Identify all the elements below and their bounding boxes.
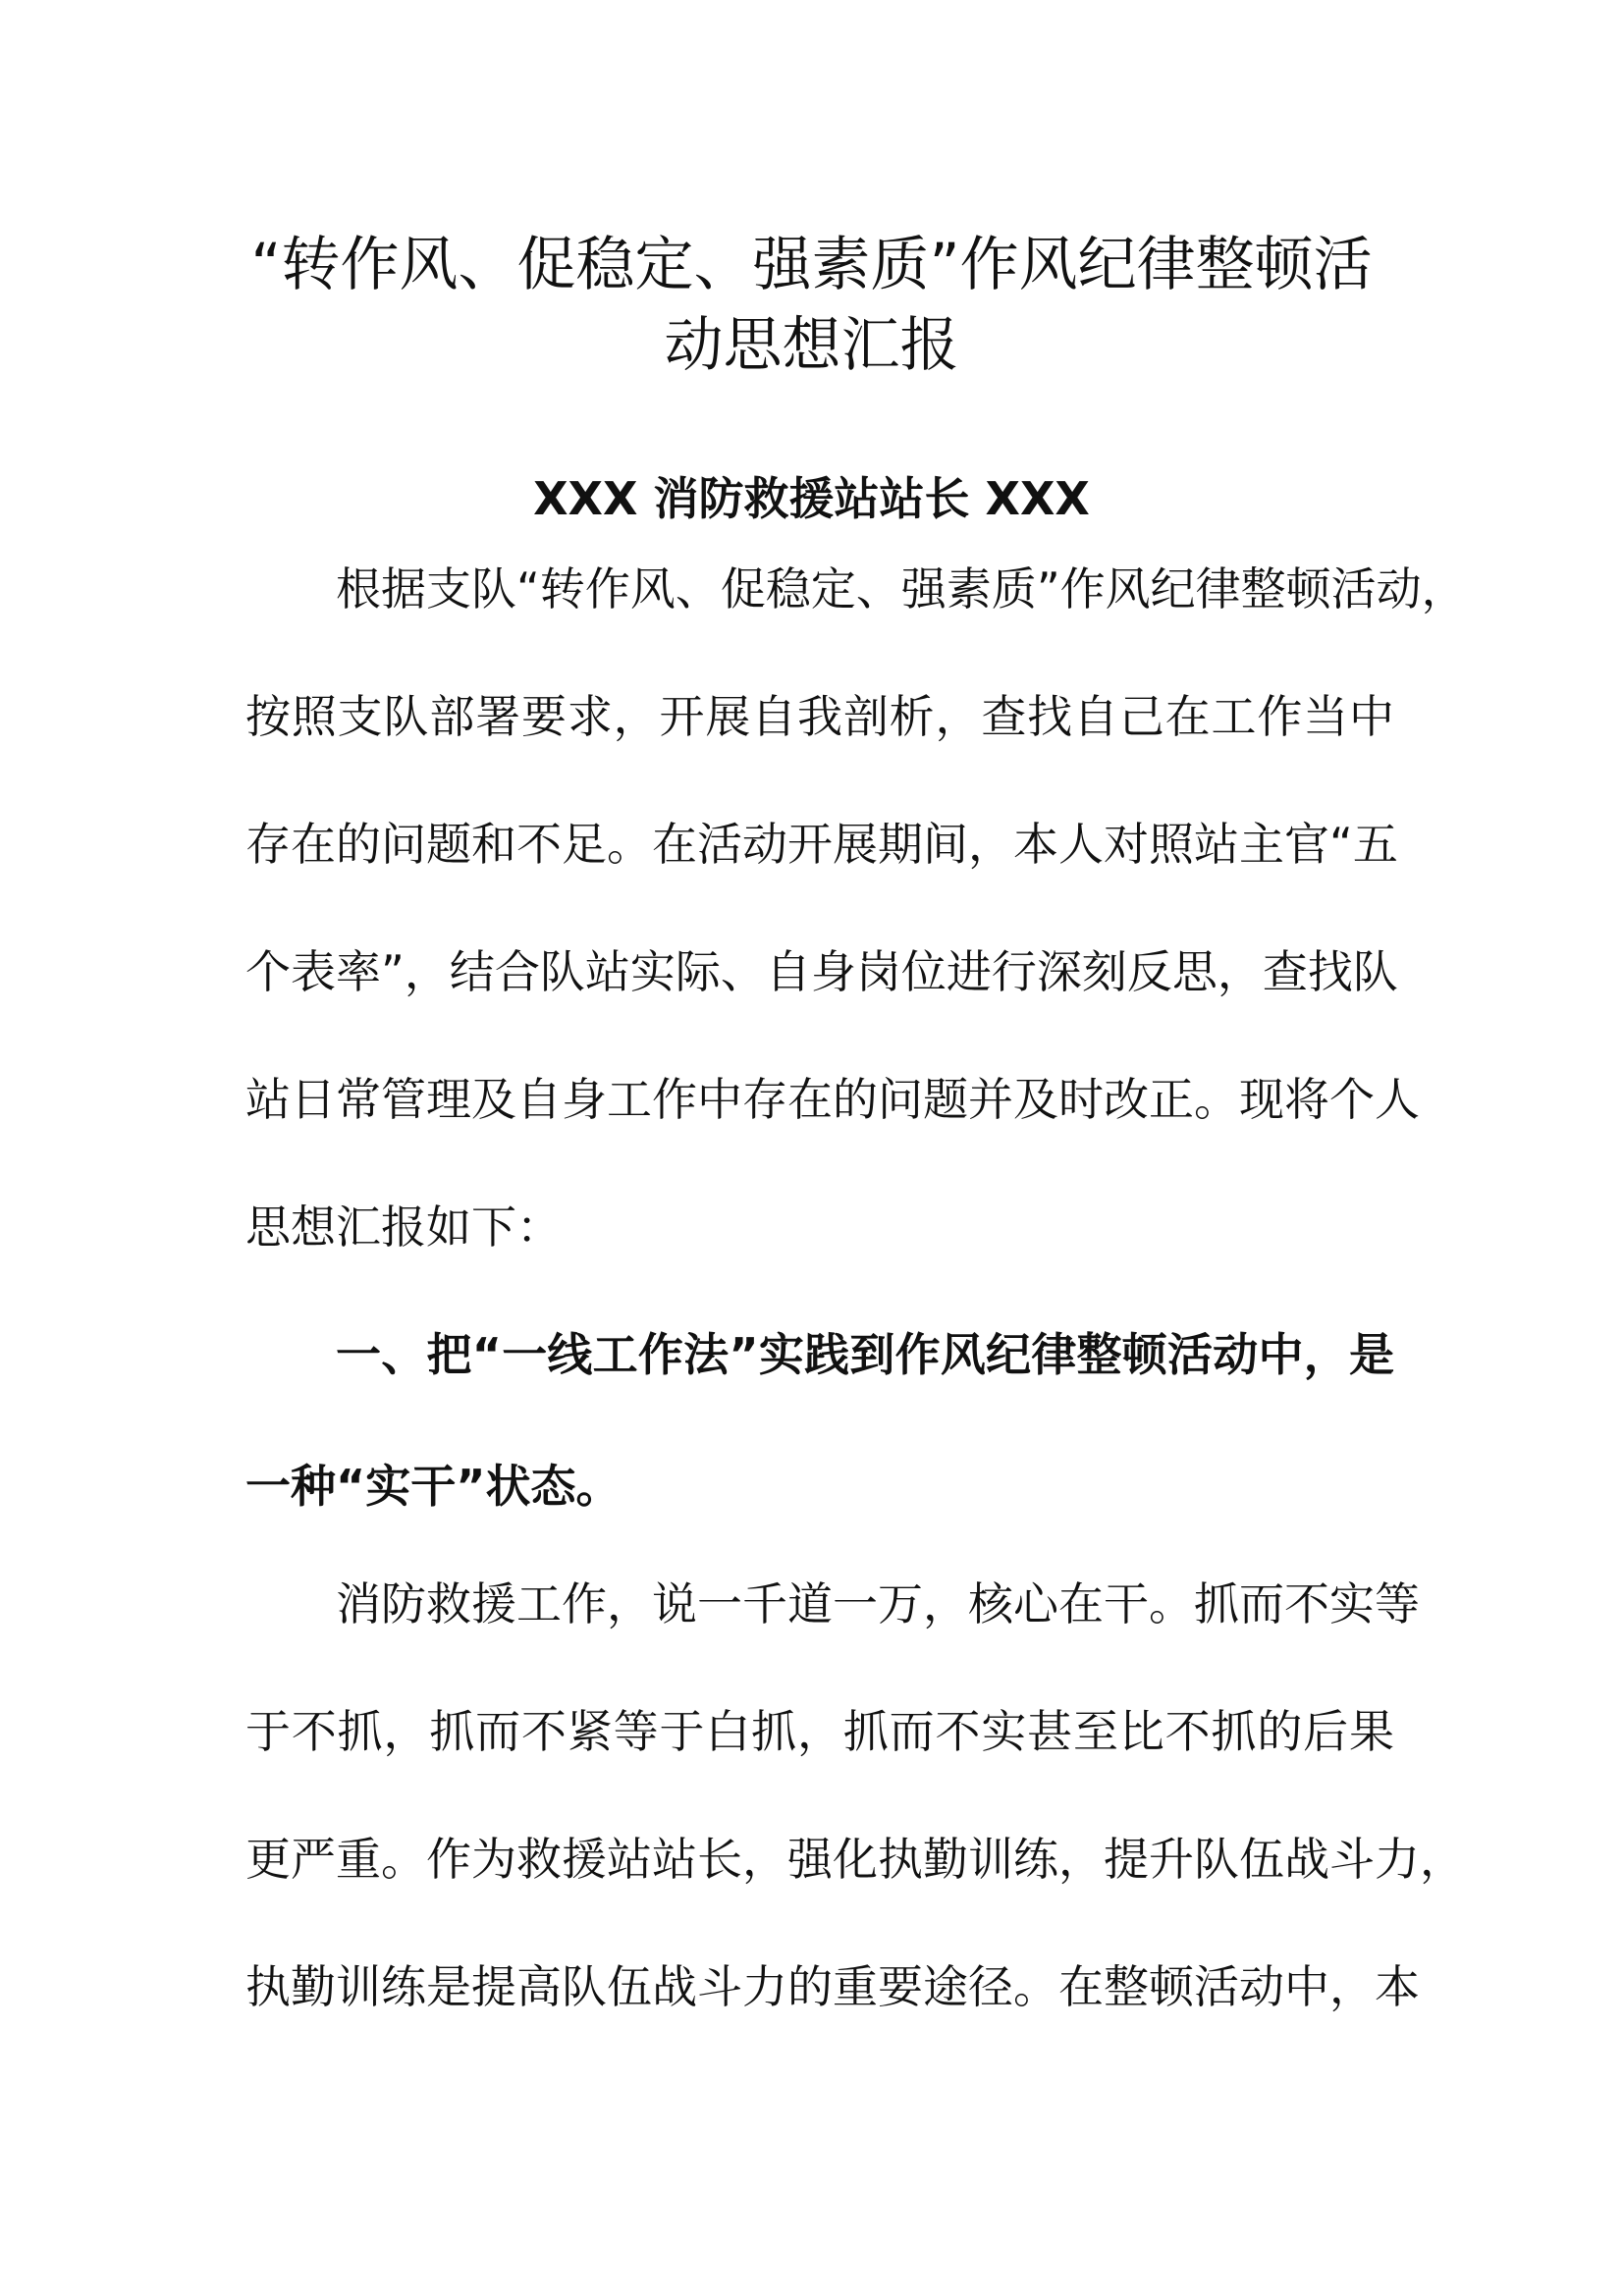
- section-heading-1-line-2: 一种“实干”状态。: [245, 1460, 622, 1513]
- paragraph-2-line-4: 执勤训练是提高队伍战斗力的重要途径。在整顿活动中，本: [245, 1960, 1420, 2013]
- paragraph-1-line-5: 站日常管理及自身工作中存在的问题并及时改正。现将个人: [245, 1073, 1420, 1126]
- paragraph-1-line-2: 按照支队部署要求，开展自我剖析，查找自己在工作当中: [245, 690, 1394, 743]
- document-title-line-1: “转作风、促稳定、强素质”作风纪律整顿活: [250, 231, 1373, 299]
- paragraph-1-line-1: 根据支队“转作风、促稳定、强素质”作风纪律整顿活动，: [336, 562, 1467, 615]
- paragraph-2-line-2: 于不抓，抓而不紧等于白抓，抓而不实甚至比不抓的后果: [245, 1705, 1394, 1758]
- paragraph-1-line-4: 个表率”，结合队站实际、自身岗位进行深刻反思，查找队: [245, 945, 1398, 998]
- document-title-line-2: 动思想汇报: [664, 311, 959, 380]
- paragraph-1-line-6: 思想汇报如下：: [245, 1201, 562, 1254]
- paragraph-1-line-3: 存在的问题和不足。在活动开展期间，本人对照站主官“五: [245, 818, 1398, 871]
- paragraph-2-line-1: 消防救援工作，说一千道一万，核心在干。抓而不实等: [336, 1577, 1420, 1630]
- document-author: XXX 消防救援站站长 XXX: [533, 472, 1090, 525]
- paragraph-2-line-3: 更严重。作为救援站站长，强化执勤训练，提升队伍战斗力，: [245, 1833, 1465, 1886]
- section-heading-1-line-1: 一、把“一线工作法”实践到作风纪律整顿活动中，是: [336, 1328, 1394, 1381]
